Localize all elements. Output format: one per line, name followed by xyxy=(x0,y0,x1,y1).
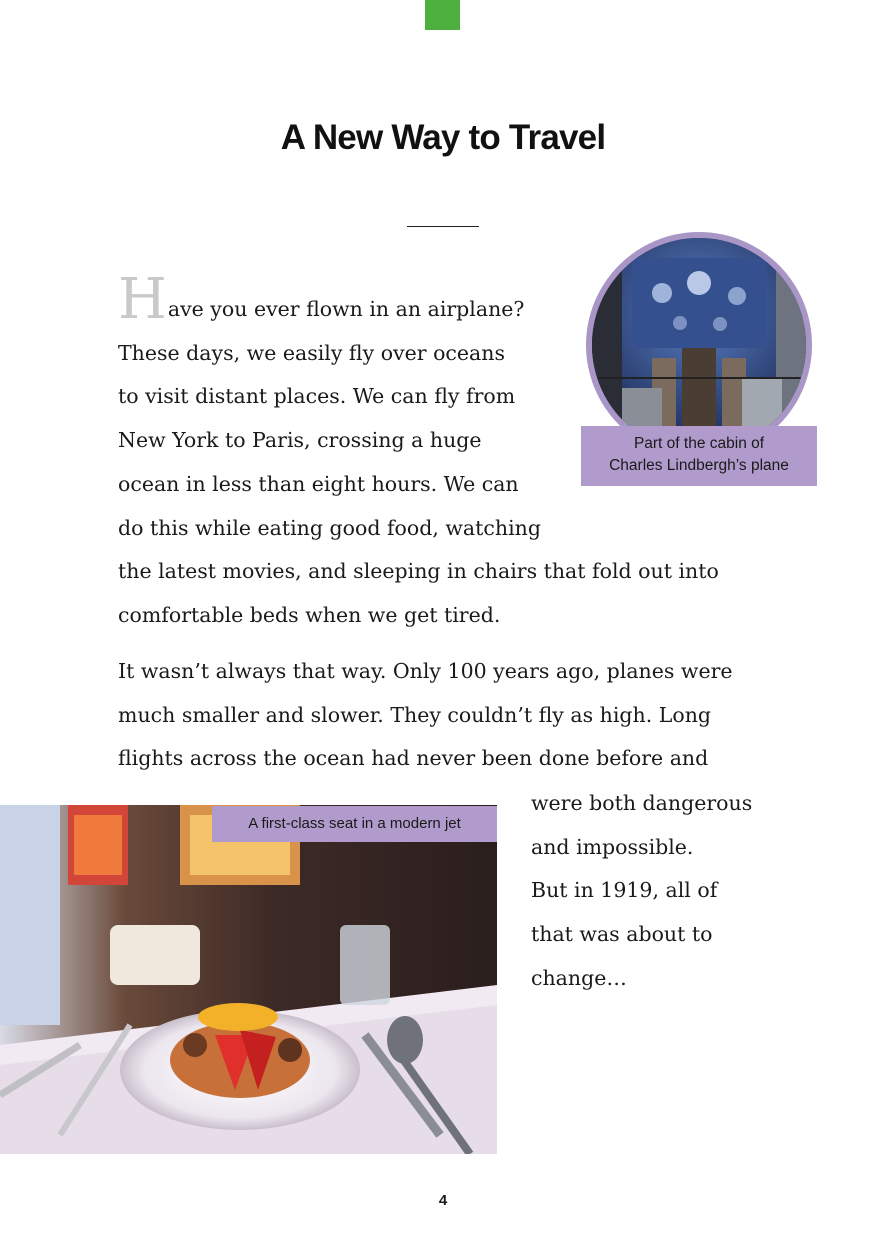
paragraph-line: much smaller and slower. They couldn’t fly as high. Long xyxy=(118,702,712,727)
section-tab-marker xyxy=(425,0,460,30)
paragraph-line: It wasn’t always that way. Only 100 years ago, planes were xyxy=(118,659,733,683)
page-number: 4 xyxy=(438,1192,448,1209)
paragraph-line: New York to Paris, crossing a huge xyxy=(118,428,482,453)
paragraph-line: ocean in less than eight hours. We can xyxy=(118,471,519,496)
meal-photo-image xyxy=(0,805,497,1154)
paragraph-continuation xyxy=(531,782,752,1001)
paragraph-line: flights across the ocean had never been done before and xyxy=(118,746,709,771)
paragraph-line: do this while eating good food, watching xyxy=(118,515,541,540)
paragraph-line: and impossible. xyxy=(531,834,694,859)
paragraph-line: were both dangerous xyxy=(531,791,753,815)
cabin-photo xyxy=(586,232,812,458)
page-title: A New Way to Travel xyxy=(280,118,606,157)
cabin-photo-caption: Part of the cabin of Charles Lindbergh’s plane xyxy=(581,426,817,486)
paragraph-line: These days, we easily fly over oceans xyxy=(118,340,505,365)
title-divider xyxy=(407,226,479,227)
paragraph-line: But in 1919, all of xyxy=(531,878,718,903)
paragraph-line: that was about to xyxy=(531,922,713,947)
paragraph-line: change… xyxy=(531,965,627,990)
drop-cap: H xyxy=(118,267,167,332)
paragraph-line: Have you ever flown in an airplane? xyxy=(118,267,525,332)
paragraph-line: the latest movies, and sleeping in chairs that fold out into xyxy=(118,559,719,584)
paragraph-line: comfortable beds when we get tired. xyxy=(118,602,501,627)
meal-photo-caption: A first-class seat in a modern jet xyxy=(212,806,497,842)
meal-photo xyxy=(0,805,497,1154)
paragraph-history xyxy=(118,650,733,781)
paragraph-line: to visit distant places. We can fly from xyxy=(118,384,516,409)
cabin-photo-image xyxy=(592,238,806,452)
